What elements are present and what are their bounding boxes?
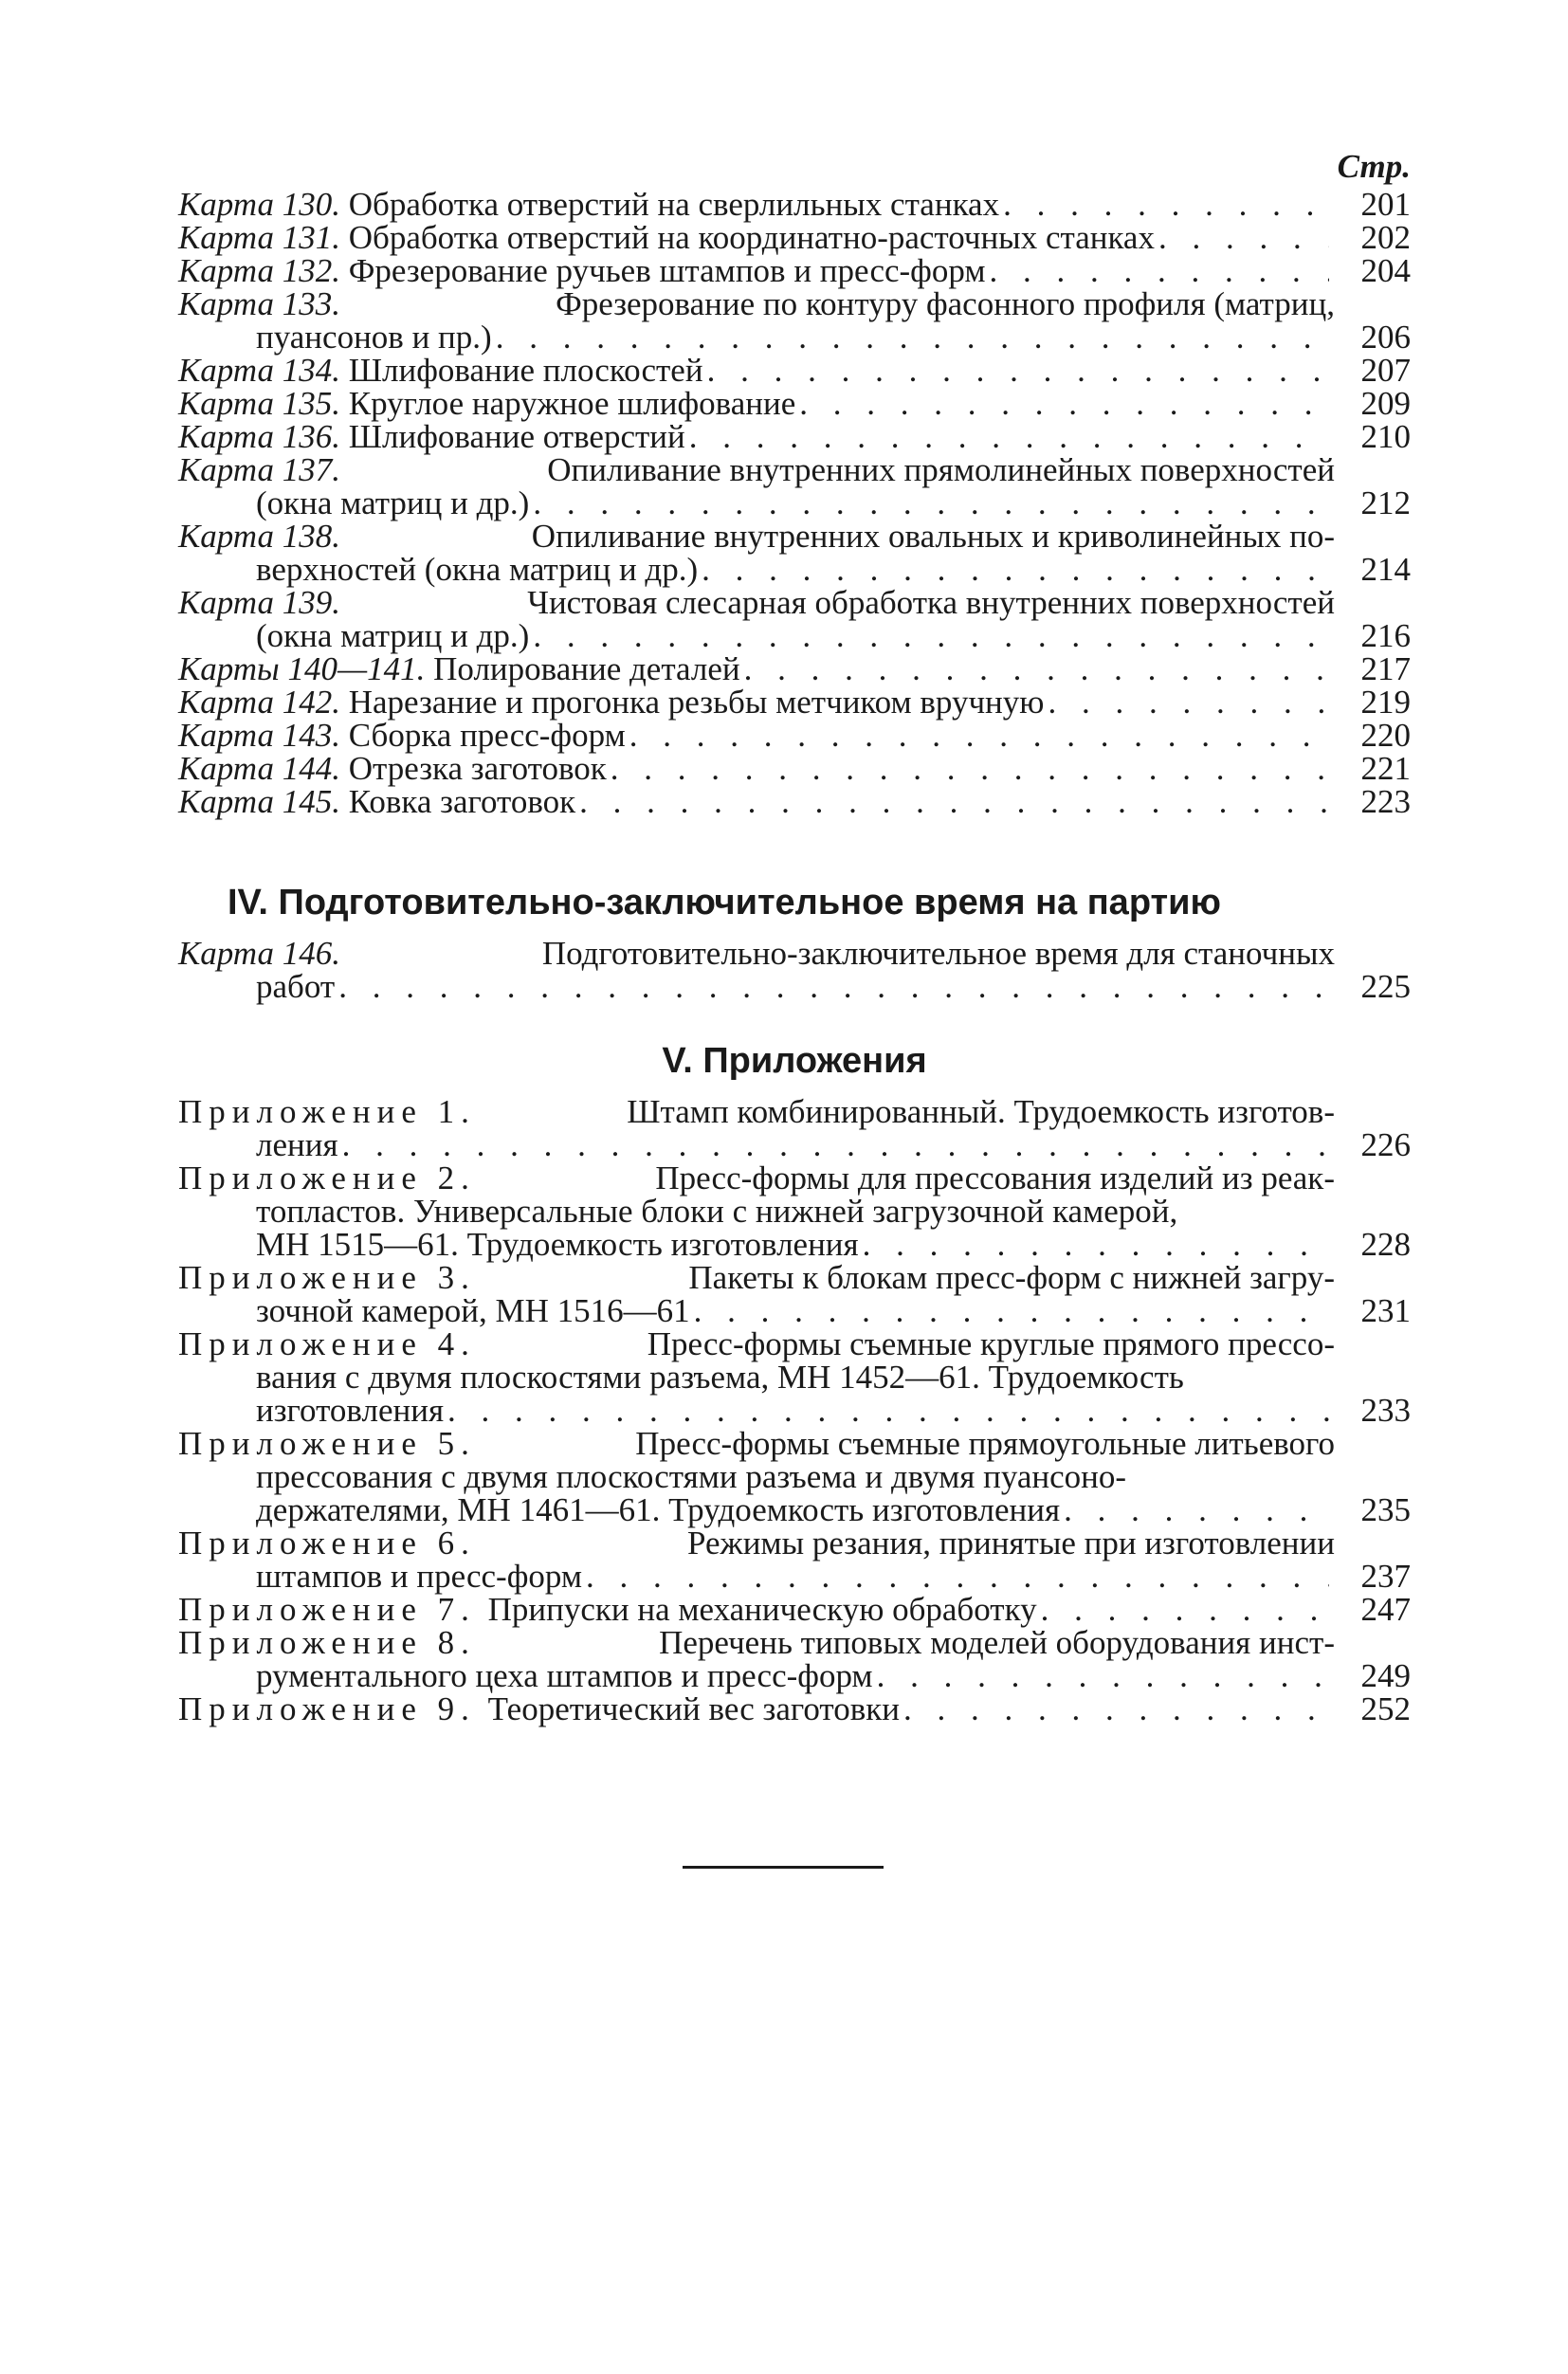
toc-entry-label: Карта 139. — [178, 584, 340, 621]
toc-entry — [178, 1327, 1411, 1427]
toc-entry-line — [178, 453, 1335, 486]
toc-entry-line — [178, 685, 1335, 719]
toc-entry — [178, 221, 1411, 254]
dot-leader — [689, 420, 1329, 453]
toc-entry-title: зочной камерой, МН 1516—61 — [256, 1292, 690, 1329]
toc-page-number: 202 — [1360, 219, 1411, 256]
toc-page-number: 212 — [1360, 484, 1411, 521]
toc-entry-line — [178, 188, 1335, 221]
toc-entry — [178, 354, 1411, 387]
toc-entry-text — [178, 254, 1335, 287]
toc-page-number: 231 — [1360, 1292, 1411, 1329]
toc-entry-title: Пакеты к блокам пресс-форм с нижней загру- — [688, 1259, 1335, 1296]
toc-entry-text — [178, 520, 1335, 586]
toc-entry-title: Подготовительно-заключительное время для станочных — [541, 935, 1335, 972]
dot-leader — [694, 1294, 1329, 1327]
toc-entry-title: Круглое наружное шлифование — [348, 385, 796, 422]
toc-entry-line — [178, 254, 1335, 287]
toc-entry-title: Шлифование плоскостей — [348, 352, 703, 389]
toc-entry-title: изготовления — [256, 1392, 445, 1429]
toc-entry-line — [178, 520, 1335, 553]
toc-entry-label: Карты 140—141. — [178, 650, 426, 687]
toc-entry-line — [178, 420, 1335, 453]
dot-leader — [1158, 221, 1329, 254]
toc-entry — [178, 719, 1411, 752]
toc-entry-line — [178, 1692, 1335, 1726]
toc-entry-line — [178, 320, 1335, 354]
toc-page-number: 249 — [1360, 1657, 1411, 1694]
toc-entry-title: Ковка заготовок — [348, 783, 576, 820]
toc-entry-line — [178, 1261, 1335, 1294]
toc-entry-label: Карта 137. — [178, 451, 340, 488]
toc-entry — [178, 652, 1411, 685]
toc-list — [178, 188, 1411, 818]
toc-entry-line — [178, 970, 1335, 1003]
dot-leader — [744, 652, 1329, 685]
toc-entry — [178, 1626, 1411, 1692]
toc-page-number: 207 — [1360, 352, 1411, 389]
toc-entry-label: Приложение 3. — [178, 1259, 476, 1296]
toc-entry — [178, 785, 1411, 818]
toc-entry-line — [178, 287, 1335, 320]
toc-entry-line — [178, 387, 1335, 420]
toc-page-number: 204 — [1360, 252, 1411, 289]
toc-entry-label: Приложение 1. — [178, 1093, 476, 1130]
toc-entry-title: пуансонов и пр.) — [256, 319, 492, 356]
dot-leader — [799, 387, 1329, 420]
toc-entry-title: рументального цеха штампов и пресс-форм — [256, 1657, 873, 1694]
toc-entry-text — [178, 1261, 1335, 1327]
dot-leader — [903, 1692, 1329, 1726]
toc-entry-line — [178, 1095, 1335, 1128]
toc-entry-line — [178, 586, 1335, 619]
toc-entry-label: Карта 136. — [178, 418, 340, 455]
toc-page-number: 233 — [1360, 1392, 1411, 1429]
toc-page-number: 216 — [1360, 617, 1411, 654]
toc-entry-label: Приложение 9. — [178, 1690, 476, 1727]
toc-entry-text — [178, 1327, 1335, 1427]
toc-page-number: 226 — [1360, 1126, 1411, 1163]
toc-entry-title: Фрезерование по контуру фасонного профиля (матриц, — [556, 285, 1335, 322]
toc-page-number: 221 — [1360, 750, 1411, 787]
dot-leader — [1003, 188, 1329, 221]
toc-entry-title: прессования с двумя плоскостями разъема и двумя пуансоно- — [256, 1458, 1127, 1495]
toc-entry-title: Режимы резания, принятые при изготовлении — [686, 1525, 1335, 1561]
toc-list — [178, 937, 1411, 1003]
toc-entry-line — [178, 1526, 1335, 1560]
toc-entry-title: вания с двумя плоскостями разъема, МН 1452—61. Трудоемкость — [256, 1359, 1184, 1396]
toc-entry-title: топластов. Универсальные блоки с нижней загрузочной камерой, — [256, 1193, 1178, 1230]
toc-entry-title: держателями, МН 1461—61. Трудоемкость изготовления — [256, 1491, 1061, 1528]
toc-entry-label: Приложение 4. — [178, 1325, 476, 1362]
toc-entry-title: Чистовая слесарная обработка внутренних поверхностей — [527, 584, 1335, 621]
toc-entry-text — [178, 287, 1335, 354]
toc-page-number: 247 — [1360, 1591, 1411, 1628]
toc-entry — [178, 586, 1411, 652]
toc-section-4 — [178, 880, 1411, 1003]
toc-entry-text — [178, 586, 1335, 652]
toc-entry-line — [178, 719, 1335, 752]
toc-entry-title: МН 1515—61. Трудоемкость изготовления — [256, 1226, 859, 1263]
toc-entry-text — [178, 1692, 1335, 1726]
toc-entry-label: Карта 138. — [178, 518, 340, 555]
dot-leader — [496, 320, 1329, 354]
dot-leader — [707, 354, 1329, 387]
toc-entry-line — [178, 619, 1335, 652]
toc-section-5 — [178, 1038, 1411, 1726]
dot-leader — [579, 785, 1329, 818]
toc-entry-title: Обработка отверстий на координатно-расточных станках — [348, 219, 1155, 256]
dot-leader — [611, 752, 1329, 785]
toc-entry — [178, 188, 1411, 221]
toc-entry — [178, 1526, 1411, 1593]
toc-entry-title: Перечень типовых моделей оборудования инст- — [659, 1624, 1335, 1661]
toc-entry-line — [178, 1560, 1335, 1593]
toc-entry-line — [178, 1460, 1335, 1493]
toc-entry — [178, 387, 1411, 420]
section-title-4: IV. Подготовительно-заключительное время на партию — [228, 883, 1221, 922]
dot-leader — [989, 254, 1329, 287]
toc-entry — [178, 1161, 1411, 1261]
toc-entry-title: Пресс-формы съемные круглые прямого прессо- — [647, 1325, 1335, 1362]
toc-page-number: 235 — [1360, 1491, 1411, 1528]
toc-page-number: 206 — [1360, 319, 1411, 356]
toc-entry-label: Карта 144. — [178, 750, 340, 787]
toc-entry-line — [178, 1427, 1335, 1460]
dot-leader — [533, 486, 1329, 520]
toc-page-number: 219 — [1360, 684, 1411, 721]
dot-leader — [1048, 685, 1329, 719]
toc-entry-text — [178, 453, 1335, 520]
toc-entry-title: верхностей (окна матриц и др.) — [256, 551, 699, 588]
toc-entry-line — [178, 1593, 1335, 1626]
toc-entry-label: Карта 146. — [178, 935, 340, 972]
toc-entry-line — [178, 1493, 1335, 1526]
toc-page-number: 237 — [1360, 1558, 1411, 1595]
toc-page-number: 220 — [1360, 717, 1411, 754]
toc-entry-text — [178, 685, 1335, 719]
toc-entry-text — [178, 785, 1335, 818]
toc-entry-title: Шлифование отверстий — [348, 418, 685, 455]
toc-entry-text — [178, 1095, 1335, 1161]
toc-entry-text — [178, 354, 1335, 387]
toc-entry — [178, 254, 1411, 287]
toc-page-number: 214 — [1360, 551, 1411, 588]
toc-entry-line — [178, 937, 1335, 970]
toc-section-3 — [178, 150, 1411, 818]
toc-entry-text — [178, 387, 1335, 420]
toc-entry-title: (окна матриц и др.) — [256, 484, 530, 521]
dot-leader — [702, 553, 1329, 586]
toc-entry-title: Отрезка заготовок — [348, 750, 607, 787]
toc-page-number: 228 — [1360, 1226, 1411, 1263]
toc-entry — [178, 420, 1411, 453]
toc-entry — [178, 1261, 1411, 1327]
dot-leader — [877, 1659, 1329, 1692]
toc-entry-title: Теоретический вес заготовки — [487, 1690, 900, 1727]
toc-entry — [178, 287, 1411, 354]
dot-leader — [447, 1394, 1329, 1427]
toc-entry — [178, 453, 1411, 520]
dot-leader — [338, 970, 1329, 1003]
dot-leader — [586, 1560, 1329, 1593]
toc-entry-title: Штамп комбинированный. Трудоемкость изготов- — [627, 1093, 1335, 1130]
toc-entry-label: Карта 133. — [178, 285, 340, 322]
toc-entry-title: Пресс-формы для прессования изделий из реак- — [655, 1160, 1335, 1196]
toc-page-number: 252 — [1360, 1690, 1411, 1727]
toc-entry-line — [178, 1228, 1335, 1261]
toc-entry-label: Приложение 8. — [178, 1624, 476, 1661]
toc-entry-title: штампов и пресс-форм — [256, 1558, 583, 1595]
toc-entry-label: Карта 142. — [178, 684, 340, 721]
toc-entry — [178, 520, 1411, 586]
toc-entry-title: Нарезание и прогонка резьбы метчиком вручную — [348, 684, 1045, 721]
toc-entry-line — [178, 221, 1335, 254]
toc-entry-text — [178, 719, 1335, 752]
toc-entry-title: работ — [256, 968, 336, 1005]
toc-entry-text — [178, 1526, 1335, 1593]
toc-page-number: 209 — [1360, 385, 1411, 422]
toc-entry-line — [178, 785, 1335, 818]
toc-entry-line — [178, 1294, 1335, 1327]
toc-entry-label: Карта 145. — [178, 783, 340, 820]
toc-entry-text — [178, 937, 1335, 1003]
toc-entry-line — [178, 1195, 1335, 1228]
toc-entry — [178, 1593, 1411, 1626]
toc-entry-text — [178, 221, 1335, 254]
toc-entry-line — [178, 553, 1335, 586]
toc-entry-label: Приложение 5. — [178, 1425, 476, 1462]
toc-entry-title: Сборка пресс-форм — [348, 717, 626, 754]
toc-entry-text — [178, 1161, 1335, 1261]
toc-page-number: 201 — [1360, 186, 1411, 223]
toc-entry — [178, 1692, 1411, 1726]
toc-page-number: 223 — [1360, 783, 1411, 820]
toc-entry-text — [178, 420, 1335, 453]
toc-entry-text — [178, 188, 1335, 221]
toc-entry-line — [178, 1360, 1335, 1394]
toc-entry-line — [178, 486, 1335, 520]
toc-entry-label: Приложение 2. — [178, 1160, 476, 1196]
toc-page-number: 210 — [1360, 418, 1411, 455]
toc-entry-title: ления — [256, 1126, 338, 1163]
toc-entry-label: Карта 143. — [178, 717, 340, 754]
toc-entry-label: Карта 131. — [178, 219, 340, 256]
toc-entry-line — [178, 1128, 1335, 1161]
toc-page-number: 217 — [1360, 650, 1411, 687]
toc-entry-text — [178, 752, 1335, 785]
dot-leader — [1041, 1593, 1329, 1626]
toc-entry-line — [178, 354, 1335, 387]
dot-leader — [342, 1128, 1329, 1161]
toc-entry-title: Опиливание внутренних овальных и криволинейных по- — [531, 518, 1335, 555]
toc-entry-line — [178, 752, 1335, 785]
section-title-5: V. Приложения — [662, 1041, 927, 1081]
page-column-header: Стр. — [1337, 148, 1411, 185]
toc-page-number: 225 — [1360, 968, 1411, 1005]
toc-entry-title: Пресс-формы съемные прямоугольные литьевого — [635, 1425, 1335, 1462]
toc-entry-title: Обработка отверстий на сверлильных станках — [348, 186, 1000, 223]
toc-entry-label: Приложение 6. — [178, 1525, 476, 1561]
toc-entry-text — [178, 1626, 1335, 1692]
dot-leader — [533, 619, 1329, 652]
toc-entry-label: Карта 134. — [178, 352, 340, 389]
toc-entry-text — [178, 1427, 1335, 1526]
dot-leader — [1064, 1493, 1329, 1526]
toc-entry-line — [178, 1659, 1335, 1692]
toc-entry-label: Карта 132. — [178, 252, 340, 289]
toc-entry-title: Припуски на механическую обработку — [487, 1591, 1037, 1628]
toc-entry-label: Приложение 7. — [178, 1591, 476, 1628]
toc-entry-title: Фрезерование ручьев штампов и пресс-форм — [348, 252, 986, 289]
toc-entry-title: Опиливание внутренних прямолинейных поверхностей — [547, 451, 1335, 488]
toc-entry-title: Полирование деталей — [433, 650, 740, 687]
toc-entry — [178, 752, 1411, 785]
toc-entry-label: Карта 135. — [178, 385, 340, 422]
toc-entry-title: (окна матриц и др.) — [256, 617, 530, 654]
toc-entry-text — [178, 1593, 1335, 1626]
dot-leader — [629, 719, 1329, 752]
toc-entry-line — [178, 1394, 1335, 1427]
toc-entry-label: Карта 130. — [178, 186, 340, 223]
toc-entry-line — [178, 652, 1335, 685]
toc-entry — [178, 1095, 1411, 1161]
end-rule-divider — [683, 1866, 884, 1869]
toc-list — [178, 1095, 1411, 1726]
toc-entry-line — [178, 1327, 1335, 1360]
toc-entry-text — [178, 652, 1335, 685]
toc-entry-line — [178, 1626, 1335, 1659]
dot-leader — [863, 1228, 1329, 1261]
toc-entry — [178, 685, 1411, 719]
toc-entry — [178, 937, 1411, 1003]
toc-entry-line — [178, 1161, 1335, 1195]
toc-entry — [178, 1427, 1411, 1526]
